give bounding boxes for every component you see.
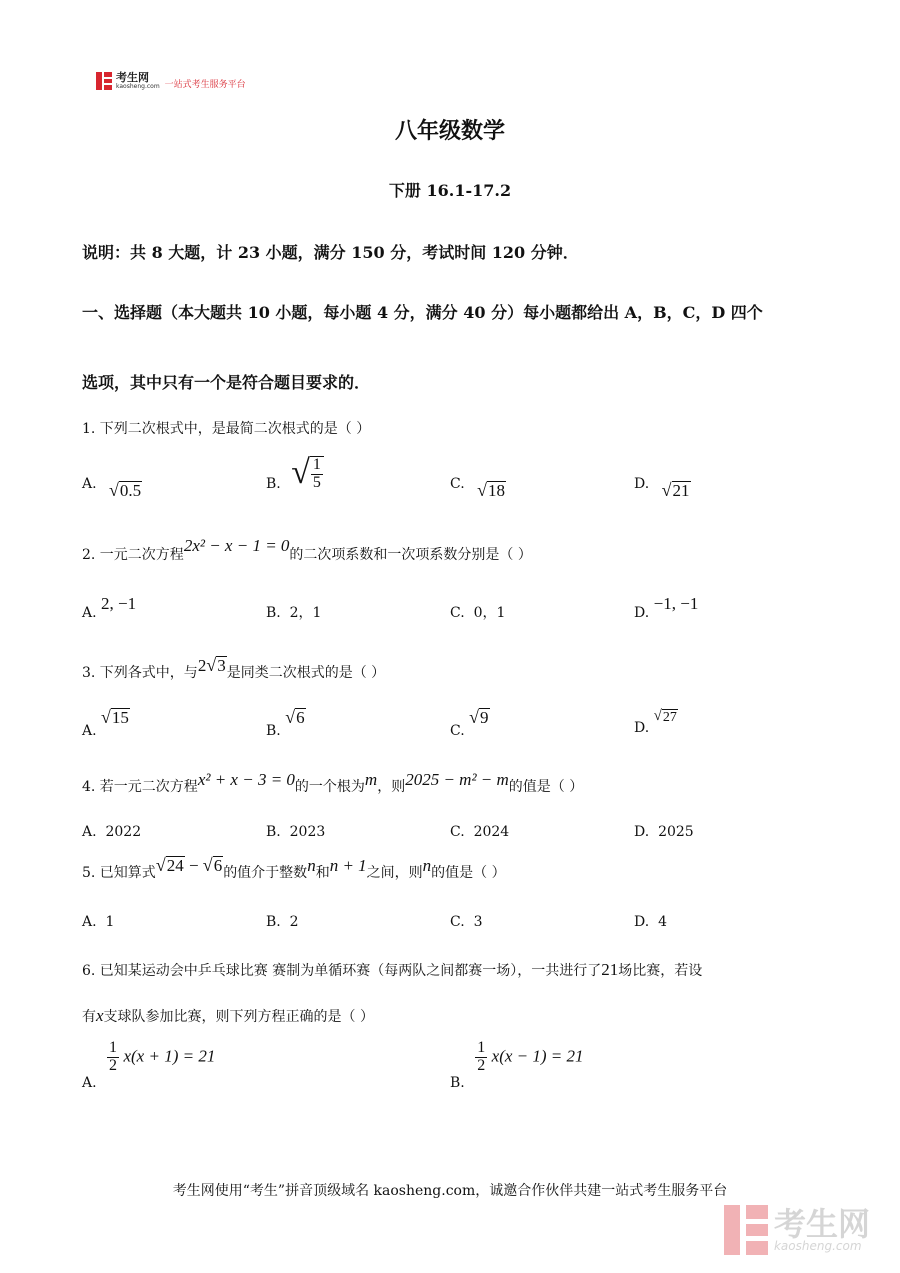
q6-option-b: B. $\frac{1}{2}$ x(x − 1) = 21 bbox=[450, 1039, 584, 1092]
q1-option-b bbox=[266, 456, 324, 492]
q6-frac-b bbox=[475, 1040, 487, 1075]
q1-option-d bbox=[634, 476, 691, 501]
q5-var-3: n bbox=[422, 856, 432, 875]
q1-sqrt-b: √ $\frac{1}{5}$ bbox=[291, 456, 324, 492]
watermark-logo-icon bbox=[724, 1205, 768, 1255]
q6-option-a: A. $\frac{1}{2}$ x(x + 1) = 21 bbox=[82, 1039, 216, 1092]
q2-option-d: D. −1, −1 bbox=[634, 594, 699, 621]
q3-radicand: 3 bbox=[217, 656, 226, 675]
q2-value-c: 0，1 bbox=[473, 605, 506, 621]
q2-equation: 2x² − x − 1 = 0 bbox=[183, 536, 290, 555]
watermark-domain: kaosheng.com bbox=[773, 1239, 862, 1253]
q1-label-a: A. bbox=[82, 476, 97, 492]
q6-frac-a-den: 2 bbox=[109, 1056, 118, 1074]
q5-value-a: 1 bbox=[105, 914, 115, 930]
q5-var-1: n bbox=[307, 856, 316, 875]
q5-stem-d: 之间，则 bbox=[366, 865, 423, 881]
q5-option-b: B. 2 bbox=[266, 914, 299, 930]
section-heading-line1: 一、选择题（本大题共 10 小题，每小题 4 分，满分 40 分）每小题都给出 A，B，C，D 四个 bbox=[82, 303, 763, 322]
q6-frac-b-den: 2 bbox=[477, 1056, 486, 1074]
q6-frac-a-num: 1 bbox=[109, 1039, 118, 1056]
q6-line2-a: 有 bbox=[82, 1009, 96, 1025]
q1-option-c bbox=[450, 476, 506, 501]
q4-option-c: C. 2024 bbox=[450, 824, 510, 840]
q5-stem-e: 的值是（ ） bbox=[431, 865, 506, 881]
q2-option-a: A. 2, −1 bbox=[82, 594, 137, 621]
q6-line1-a: 6. 已知某运动会中乒乓球比赛 赛制为单循环赛（每两队之间都赛一场），一共进行了 bbox=[82, 963, 602, 979]
q2-value-a: 2, −1 bbox=[101, 594, 137, 613]
q3-stem-a: 3. 下列各式中，与 bbox=[82, 665, 198, 681]
q5-radicand-2: 6 bbox=[213, 856, 223, 875]
q1-label-d: D. bbox=[634, 476, 650, 492]
logo-domain: kaosheng.com bbox=[116, 83, 160, 90]
q1-sqrt-a: √ 0.5 bbox=[109, 480, 142, 500]
q5-option-a: A. 1 bbox=[82, 914, 115, 930]
q6-var: x bbox=[96, 1006, 104, 1025]
q5-value-c: 3 bbox=[473, 914, 483, 930]
q4-expr: 2025 − m² − m bbox=[405, 770, 509, 789]
question-1-stem: 1. 下列二次根式中，是最简二次根式的是（ ） bbox=[82, 421, 371, 437]
q4-option-b: B. 2023 bbox=[266, 824, 326, 840]
q6-line2-b: 支球队参加比赛，则下列方程正确的是（ ） bbox=[103, 1009, 374, 1025]
question-2-stem bbox=[82, 536, 532, 564]
q5-sqrt-2: √ 6 bbox=[202, 855, 223, 875]
q2-value-d: −1, −1 bbox=[653, 594, 699, 613]
q2-stem-b: 的二次项系数和一次项系数分别是（ ） bbox=[289, 547, 532, 563]
q3-arg-d: 27 bbox=[662, 710, 677, 725]
logo-slogan: 一站式考生服务平台 bbox=[164, 79, 246, 90]
watermark bbox=[724, 1205, 870, 1255]
q4-option-a: A. 2022 bbox=[82, 824, 142, 840]
footer-text: 考生网使用“考生”拼音顶级域名 kaosheng.com，诚邀合作伙伴共建一站式考生服务平台 bbox=[172, 1183, 728, 1199]
q1-arg-a: 0.5 bbox=[119, 481, 142, 500]
q3-sqrt: √ 3 bbox=[206, 655, 226, 675]
q6-expr-a: x(x + 1) = 21 bbox=[123, 1046, 216, 1066]
q6-line1-b: 场比赛，若设 bbox=[618, 963, 703, 979]
q4-equation: x² + x − 3 = 0 bbox=[197, 770, 295, 789]
q1-arg-d: 21 bbox=[672, 481, 690, 500]
q5-var-2: n + 1 bbox=[329, 856, 367, 875]
q1-sqrt-d: √ 21 bbox=[661, 480, 690, 500]
q5-stem-a: 5. 已知算式 bbox=[82, 865, 156, 881]
q6-expr-b: x(x − 1) = 21 bbox=[491, 1046, 584, 1066]
instructions: 说明：共 8 大题，计 23 小题，满分 150 分，考试时间 120 分钟． bbox=[82, 243, 579, 262]
page-title: 八年级数学 bbox=[394, 119, 505, 144]
q6-frac-a bbox=[107, 1040, 119, 1075]
q3-sqrt-c: √ 9 bbox=[469, 707, 489, 727]
q3-arg-a: 15 bbox=[111, 708, 129, 727]
q4-value-a: 2022 bbox=[105, 824, 142, 840]
q3-sqrt-b: √ 6 bbox=[285, 707, 305, 727]
q3-option-d: D. √ 27 bbox=[634, 708, 677, 736]
q3-sqrt-d: √ 27 bbox=[653, 708, 677, 725]
watermark-brand: 考生网 bbox=[773, 1205, 870, 1243]
q5-stem-b: 的值介于整数 bbox=[223, 865, 308, 881]
q5-value-b: 2 bbox=[289, 914, 299, 930]
q1-option-a bbox=[82, 476, 142, 501]
question-6-line2 bbox=[82, 1006, 374, 1026]
q4-value-c: 2024 bbox=[473, 824, 510, 840]
q1-frac-den: 5 bbox=[312, 473, 321, 491]
q2-option-c: C. 0，1 bbox=[450, 605, 506, 621]
page-subtitle: 下册 16.1-17.2 bbox=[388, 181, 512, 200]
q6-frac-b-num: 1 bbox=[477, 1039, 486, 1056]
q5-option-c: C. 3 bbox=[450, 914, 483, 930]
logo-icon bbox=[96, 72, 112, 90]
q2-option-b: B. 2，1 bbox=[266, 605, 322, 621]
q3-stem-b: 是同类二次根式的是（ ） bbox=[226, 665, 386, 681]
q3-option-b: B. √ 6 bbox=[266, 707, 305, 739]
header-logo bbox=[96, 72, 246, 90]
q5-radicand-1: 24 bbox=[166, 856, 184, 875]
q4-value-d: 2025 bbox=[658, 824, 694, 840]
question-3-stem bbox=[82, 656, 385, 682]
q1-sqrt-c: √ 18 bbox=[477, 480, 506, 500]
logo-brand: 考生网 bbox=[116, 71, 149, 84]
q5-sqrt-1: √ 24 bbox=[155, 855, 184, 875]
q4-stem-c: ，则 bbox=[377, 779, 406, 795]
question-6-line1 bbox=[82, 960, 702, 980]
question-5-stem: 5. 已知算式 √ 24 − √ 6 的值介于整数n和n + 1之间，则n的值是（ ） bbox=[82, 855, 506, 881]
q5-value-d: 4 bbox=[658, 914, 667, 930]
q4-stem-d: 的值是（ ） bbox=[508, 779, 584, 795]
q6-number: 21 bbox=[601, 960, 619, 979]
q4-value-b: 2023 bbox=[289, 824, 326, 840]
q5-option-d: D. 4 bbox=[634, 914, 667, 930]
q3-option-a: A. √ 15 bbox=[82, 707, 129, 739]
q2-value-b: 2，1 bbox=[289, 605, 322, 621]
q4-option-d: D. 2025 bbox=[634, 824, 694, 840]
question-4-stem bbox=[82, 770, 583, 796]
section-heading-line2: 选项，其中只有一个是符合题目要求的． bbox=[82, 373, 371, 392]
q5-stem-c: 和 bbox=[315, 865, 330, 881]
q3-coef: 2 bbox=[197, 656, 207, 675]
q1-frac-num: 1 bbox=[312, 456, 321, 473]
q3-sqrt-a: √ 15 bbox=[101, 707, 129, 727]
q3-option-c: C. √ 9 bbox=[450, 707, 489, 739]
q1-label-c: C. bbox=[450, 476, 465, 492]
q3-arg-b: 6 bbox=[296, 708, 305, 727]
q4-stem-a: 4. 若一元二次方程 bbox=[82, 779, 198, 795]
q4-var: m bbox=[364, 770, 378, 789]
q2-stem-a: 2. 一元二次方程 bbox=[82, 547, 184, 563]
q1-label-b: B. bbox=[266, 476, 281, 492]
q4-stem-b: 的一个根为 bbox=[294, 779, 365, 795]
q3-arg-c: 9 bbox=[480, 708, 489, 727]
q1-arg-c: 18 bbox=[488, 481, 506, 500]
